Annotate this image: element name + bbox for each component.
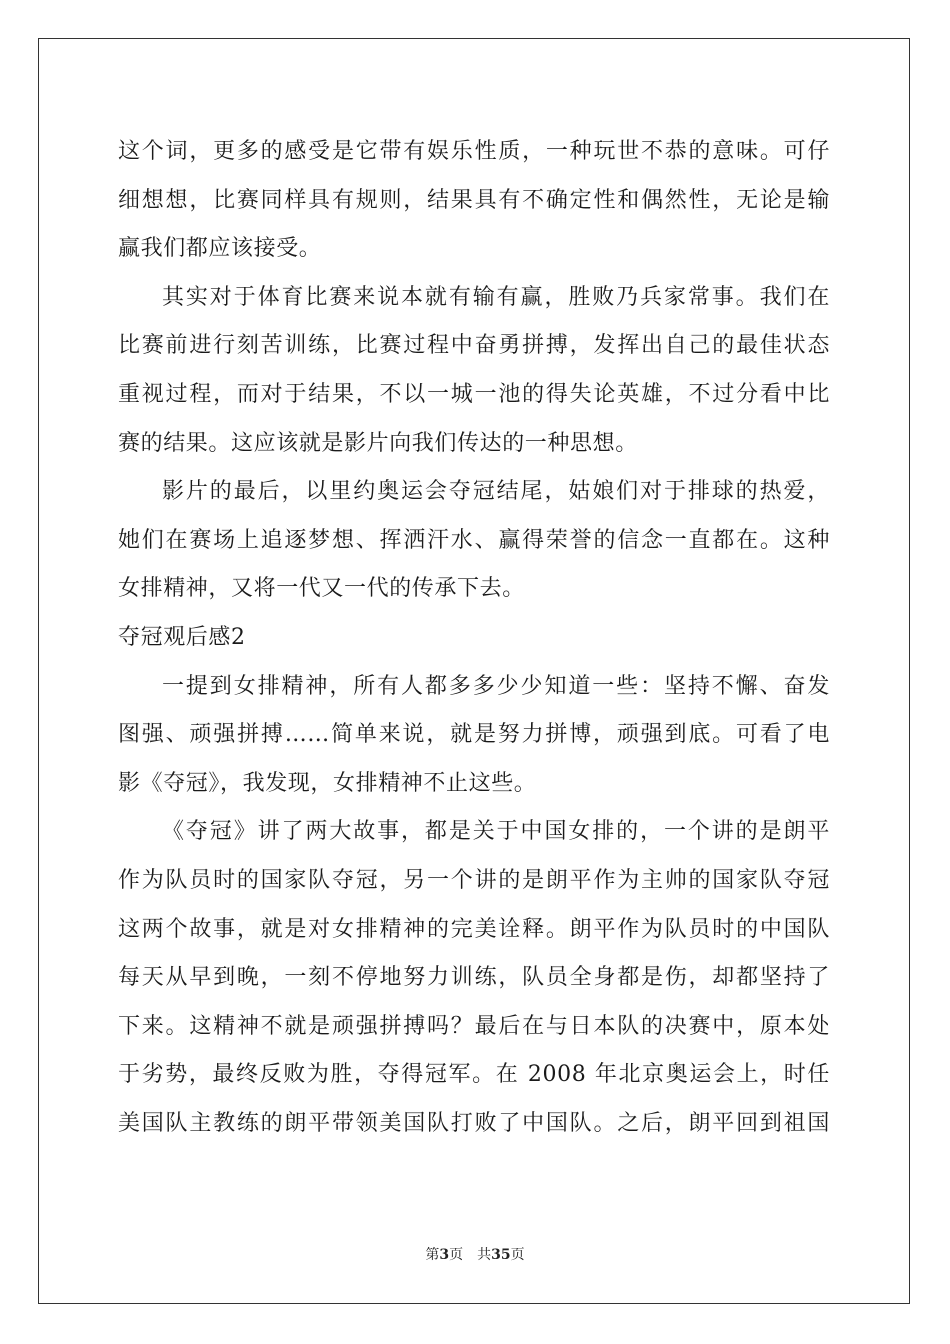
text-line-20: 于劣势，最终反败为胜，夺得冠军。在 2008 年北京奥运会上，时任	[118, 1062, 830, 1088]
text-line-5: 比赛前进行刻苦训练，比赛过程中奋勇拼搏，发挥出自己的最佳状态	[118, 333, 830, 359]
text-line-7: 赛的结果。这应该就是影片向我们传达的一种思想。	[118, 430, 638, 456]
page-prefix: 第	[425, 1247, 440, 1263]
text-line-3: 赢我们都应该接受。	[118, 236, 322, 262]
total-prefix: 共	[477, 1247, 492, 1263]
total-pages: 35	[491, 1247, 511, 1263]
page-number: 3	[439, 1247, 450, 1263]
total-suffix: 页	[510, 1247, 525, 1263]
text-line-9: 她们在赛场上追逐梦想、挥洒汗水、赢得荣誉的信念一直都在。这种	[118, 527, 830, 553]
text-line-14: 影《夺冠》，我发现，女排精神不止这些。	[118, 770, 537, 796]
page-suffix: 页	[449, 1247, 464, 1263]
text-line-4: 其实对于体育比赛来说本就有输有赢，胜败乃兵家常事。我们在	[162, 284, 830, 310]
text-line-2: 细想想，比赛同样具有规则，结果具有不确定性和偶然性，无论是输	[118, 187, 830, 213]
text-line-13: 图强、顽强拼搏……简单来说，就是努力拼博，顽强到底。可看了电	[118, 722, 830, 748]
section-heading: 夺冠观后感2	[118, 624, 246, 650]
document-body	[118, 128, 830, 1148]
text-line-21: 美国队主教练的朗平带领美国队打败了中国队。之后，朗平回到祖国	[118, 1110, 830, 1136]
text-line-17: 这两个故事，就是对女排精神的完美诠释。朗平作为队员时的中国队	[118, 916, 830, 942]
text-line-12: 一提到女排精神，所有人都多多少少知道一些：坚持不懈、奋发	[162, 673, 830, 699]
text-line-18: 每天从早到晚，一刻不停地努力训练，队员全身都是伤，却都坚持了	[118, 965, 830, 991]
text-line-8: 影片的最后，以里约奥运会夺冠结尾，姑娘们对于排球的热爱，	[162, 479, 830, 505]
text-line-15: 《夺冠》讲了两大故事，都是关于中国女排的，一个讲的是朗平	[162, 819, 830, 845]
text-line-1: 这个词，更多的感受是它带有娱乐性质，一种玩世不恭的意味。可仔	[118, 139, 830, 164]
text-line-6: 重视过程，而对于结果，不以一城一池的得失论英雄，不过分看中比	[118, 381, 830, 407]
page-footer	[0, 1244, 950, 1264]
text-line-10: 女排精神，又将一代又一代的传承下去。	[118, 576, 525, 602]
text-line-16: 作为队员时的国家队夺冠，另一个讲的是朗平作为主帅的国家队夺冠	[118, 867, 830, 893]
text-line-19: 下来。这精神不就是顽强拼搏吗？最后在与日本队的决赛中，原本处	[118, 1013, 830, 1039]
